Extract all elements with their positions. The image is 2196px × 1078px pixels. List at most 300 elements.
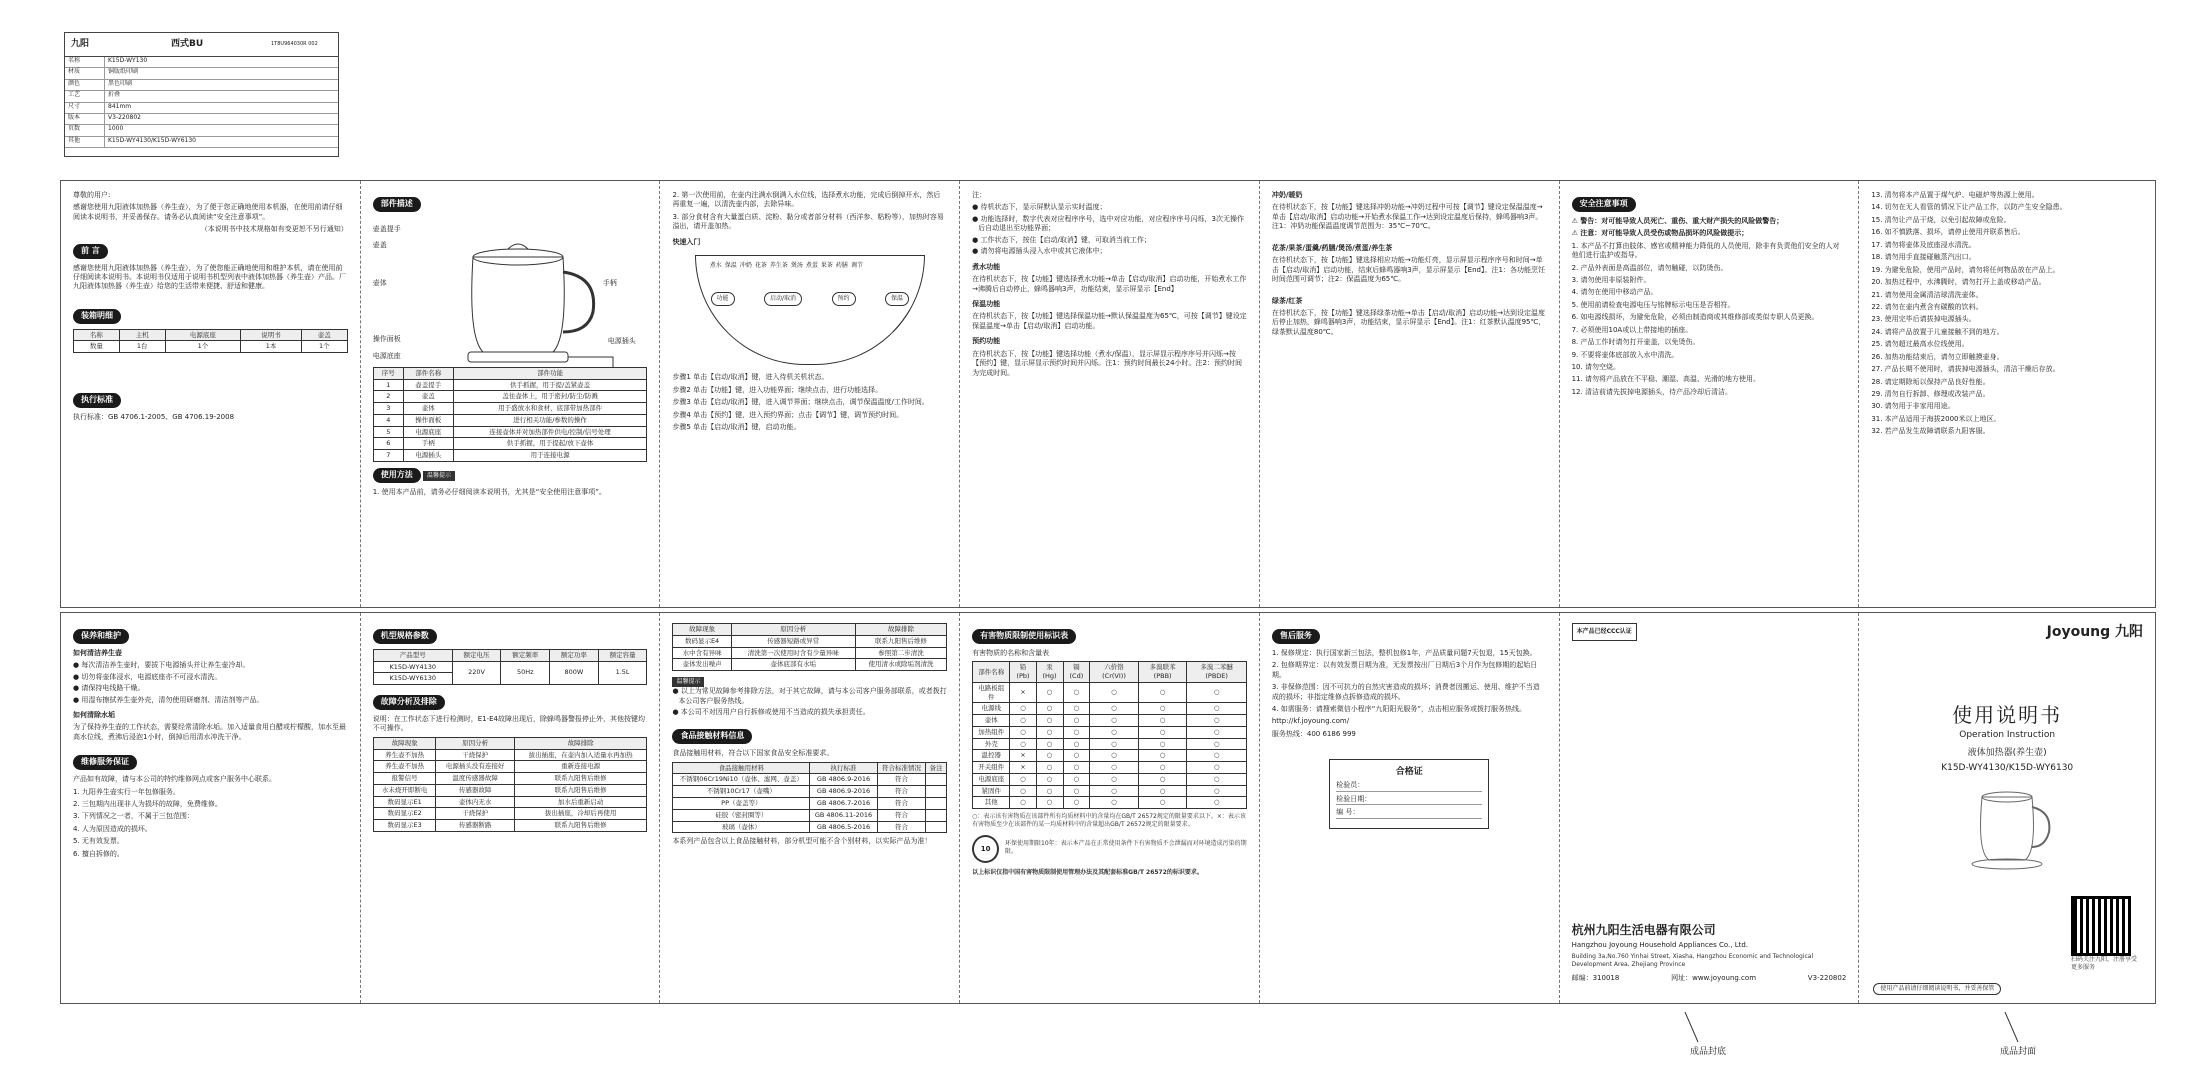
hazard-cell: ○ [1187, 738, 1246, 750]
contact-cell: GB 4806.5-2016 [810, 821, 878, 833]
spec-freq: 50Hz [501, 661, 550, 685]
fault-cell: 电源插头没有连接好 [436, 761, 514, 773]
hazard-cell: ○ [1090, 797, 1139, 809]
parts-cell: 盖住壶体上，用于密封/防尘/防溅 [453, 391, 647, 403]
company-block [1572, 922, 1847, 983]
service-item: 1. 保修规定：执行国家新三包法，整机包修1年，产品质量问题7天包退，15天包换。 [1271, 648, 1537, 657]
parts-cell: 2 [373, 391, 403, 403]
zip: 邮编：310018 [1571, 973, 1620, 982]
hazard-footer: 以上标识仅指中国有害物质限制使用管理办法及其配套标准GB/T 26572的标识要求。 [972, 869, 1203, 877]
control-panel [695, 255, 925, 365]
parts-cell: 4 [373, 414, 403, 426]
function-note: ● 功能选择时，数字代表对应程序序号，选中对应功能，对应程序序号闪烁，3次无操作后自动退出至功能界面； [972, 214, 1244, 233]
maintenance-title: 保养和维护 [73, 629, 129, 644]
hazard-cell: ○ [1063, 682, 1090, 703]
contact-cell [926, 774, 947, 786]
safety-item: 29. 清勿自行拆卸、修理或改装产品。 [1871, 390, 1990, 398]
step-text: 步骤1 单击【启动/取消】键，进入待机关机状态。 [672, 373, 829, 382]
fault-cell: 水未烧开即断电 [373, 784, 436, 796]
recycle-text: 环保使用期限10年：表示本产品在正常使用条件下有害物质不会泄漏而对环境造成污染的期限。 [1005, 839, 1247, 855]
m2-text: 在待机状态下，按【功能】键选择相应功能→功能灯亮，显示屏显示程序序号和时间→单击【启动/取消】启动功能，结束后蜂鸣器响3声，显示屏显示【End】。注1：各功能烹饪时间范围可调节；注2：保温温度为65℃。 [1271, 256, 1545, 284]
step3-text: 3. 部分食材含有大量蛋白质、淀粉、黏分或者部分材料（西洋参、粘粉等），加热时容易溢出，请开盖加热。 [672, 212, 944, 231]
hazard-cell: ○ [1063, 750, 1090, 762]
food-tips [672, 687, 947, 717]
fault2-row [673, 659, 947, 671]
food-tip-title: 温馨提示 [672, 677, 704, 687]
contact-row [673, 798, 947, 810]
hazard-cell: ○ [1138, 703, 1187, 715]
fault2-cell: 水中含有异味 [673, 647, 731, 659]
hazard-cell: ○ [1138, 797, 1187, 809]
parts-row [373, 426, 647, 438]
fault2-header: 故障排除 [855, 624, 946, 636]
fault-row [373, 784, 647, 796]
hazard-cell: ○ [1187, 703, 1246, 715]
step-text: 步骤5 单击【启动/取消】键，启动功能。 [672, 422, 801, 431]
recycle-icon: 10 [972, 835, 999, 863]
spec-header: 产品型号 [373, 649, 452, 661]
s1-items [73, 661, 348, 705]
hazard-note: ○：表示该有害物质在该部件所有均质材料中的含量均在GB/T 26572规定的限量要求以下。×：表示该有害物质至少在该部件的某一均质材料中的含量超出GB/T 26572规定的限量要求。 [972, 813, 1246, 829]
contact-cell [926, 786, 947, 798]
contact-cell: GB 4806.9-2016 [810, 786, 878, 798]
food-tip: ● 本公司不对因用户自行拆修或使用不当造成的损失承担责任。 [672, 708, 870, 717]
fault-cell: 联系九阳售后维修 [514, 820, 647, 832]
hazard-title: 有害物质限制使用标识表 [972, 629, 1076, 644]
parts-header: 序号 [373, 367, 403, 379]
parts-row [373, 391, 647, 403]
hazard-cell: 其他 [973, 797, 1010, 809]
label-row [65, 68, 338, 79]
company-en: Hangzhou Joyoung Household Appliances Co., Ltd. [1571, 940, 1749, 949]
contact-header: 备注 [926, 762, 947, 774]
hazard-cell: 开关组件 [973, 762, 1010, 774]
service-item: 2. 包修期界定：以有效发票日期为准，无发票按出厂日期后3个月作为包修期的起始日期。 [1271, 661, 1538, 679]
panel-mode-label: 养生茶 [769, 262, 788, 270]
spec-header: 额定容量 [598, 649, 647, 661]
spec-header: 额定电压 [452, 649, 501, 661]
hazard-cell: ○ [1090, 738, 1139, 750]
fault2-cell: 联系九阳售后维修 [855, 635, 946, 647]
contact-header: 符合标准情况 [877, 762, 925, 774]
contact-header: 执行标准 [810, 762, 878, 774]
label-row [65, 137, 338, 148]
qr-block [2071, 896, 2141, 975]
hazard-cell: ○ [1036, 726, 1063, 738]
packing-header: 主机 [119, 329, 165, 341]
safety-item: 13. 清勿将本产品置于煤气炉、电磁炉等热源上使用。 [1871, 191, 2039, 199]
web: 网址：www.joyoung.com [1671, 973, 1757, 982]
fault2-cell: 壶体底部有水垢 [731, 659, 855, 671]
step-text: 步骤3 单击【启动/取消】键，进入调节界面；继续点击，调节保温温度/工作时间。 [672, 398, 929, 407]
packing-cell: 1台 [119, 341, 165, 353]
hazard-cell: × [1010, 762, 1036, 774]
parts-cell: 供手抓握，用于提起/放下壶体 [453, 438, 647, 450]
parts-title: 部件描述 [373, 197, 421, 212]
hazard-cell: ○ [1090, 703, 1139, 715]
hazard-cell: ○ [1090, 750, 1139, 762]
safety-item: 27. 产品长期不使用时，请拔掉电源插头，清洁干燥后存放。 [1871, 365, 2060, 374]
spec-header: 额定功率 [550, 649, 599, 661]
safety-items [1572, 242, 1847, 398]
safety-item: 4. 请勿在使用中移动产品。 [1571, 288, 1658, 297]
panel-safety [1560, 181, 1860, 607]
panel-buttons [696, 292, 924, 306]
hazard-cell: 壶体 [973, 715, 1010, 727]
s2-title: 如何清除水垢 [73, 710, 115, 719]
service-title: 售后服务 [1272, 629, 1320, 644]
parts-cell: 1 [373, 379, 403, 391]
maintenance-item: ● 切勿将壶体浸水，电源底座亦不可浸水清洗。 [73, 672, 222, 681]
panel-hazard [960, 613, 1260, 1003]
hazard-row [973, 715, 1247, 727]
hazard-header: 铅(Pb) [1010, 662, 1036, 683]
hazard-cell: 电源底座 [973, 773, 1010, 785]
hazard-cell: 温控器 [973, 750, 1010, 762]
sheet-bottom [60, 612, 2156, 1004]
safety-item: 10. 请勿空烧。 [1571, 363, 1620, 372]
part-label: 手柄 [602, 278, 617, 287]
packing-header: 说明书 [241, 329, 302, 341]
fault-cell: 联系九阳售后维修 [514, 773, 647, 785]
hazard-cell: 电路板组件 [973, 682, 1010, 703]
safety-item: 26. 加热功能结束后，请勿立即触摸壶身。 [1871, 352, 2004, 361]
hazard-cell: ○ [1010, 703, 1036, 715]
hazard-row [973, 703, 1247, 715]
contact-table [672, 762, 947, 834]
safety-item: 21. 请勿使用金属清洁球清洗壶体。 [1871, 290, 1983, 299]
warranty-item: 1. 九阳养生壶实行一年包修服务。 [73, 787, 180, 796]
label-key: 名称 [65, 57, 105, 67]
contact-title: 食品接触材料信息 [672, 729, 752, 744]
contact-cell: 符合 [877, 774, 925, 786]
spec-header: 额定频率 [501, 649, 550, 661]
fault-row [373, 749, 647, 761]
safety-item: 28. 请定期除垢以保持产品良好性能。 [1871, 377, 1990, 386]
fault-cell: 养生壶不加热 [373, 761, 436, 773]
packing-table [73, 329, 348, 354]
s1-title: 如何清洁养生壶 [73, 648, 122, 657]
company-footer [1572, 974, 1847, 983]
spec-model-1: K15D-WY4130 [373, 661, 452, 673]
safety-item: 18. 请勿用手直接碰触蒸汽出口。 [1871, 253, 1976, 262]
parts-cell: 7 [373, 450, 403, 462]
service-website[interactable]: http://kf.joyoung.com/ [1271, 717, 1350, 726]
contact-intro: 食品接触用材料，符合以下国家食品安全标准要求。 [672, 749, 834, 758]
tip-text: 1. 使用本产品前，请务必仔细阅读本说明书，尤其是“安全使用注意事项”。 [372, 487, 606, 496]
hazard-subtitle: 有害物质的名称和含量表 [972, 648, 1050, 657]
cert-row: 检验员： [1336, 781, 1482, 791]
hazard-header: 多溴联苯(PBB) [1138, 662, 1187, 683]
hazard-cell: ○ [1138, 682, 1187, 703]
panel-button[interactable]: 启动/取消 [764, 292, 802, 306]
fault-cell: 传感器断路 [436, 820, 514, 832]
service-hotline: 服务热线：400 6186 999 [1271, 729, 1356, 738]
standard-title: 执行标准 [73, 393, 121, 408]
company-cn: 杭州九阳生活电器有限公司 [1571, 922, 1716, 937]
part-label: 电源底座 [372, 351, 401, 360]
fault-cell: 传感器故障 [436, 784, 514, 796]
panel-button[interactable]: 预约 [832, 292, 856, 306]
fault-title: 故障分析及排除 [373, 695, 445, 710]
hazard-cell: ○ [1138, 785, 1187, 797]
parts-cell: 壶盖提手 [403, 379, 453, 391]
panel-button[interactable]: 保温 [885, 292, 909, 306]
contact-header: 食品接触用材料 [673, 762, 810, 774]
version: V3-220802 [1807, 973, 1847, 982]
hazard-cell: ○ [1063, 762, 1090, 774]
packing-cell: 1本 [241, 341, 302, 353]
safety-item: 15. 清勿让产品干烧，以免引起故障或危险。 [1871, 215, 2011, 224]
contact-row [673, 821, 947, 833]
hazard-cell: ○ [1010, 797, 1036, 809]
safety-item: 1. 本产品不打算由肢体、感官或精神能力降低的人员使用，除非有负责他们安全的人对他们进行监护或指导。 [1571, 241, 1840, 260]
fault-row [373, 820, 647, 832]
warranty-item: 产品如有故障，请与本公司的特约维修网点或客户服务中心联系。 [73, 775, 276, 784]
hazard-cell: ○ [1138, 750, 1187, 762]
fault-header: 故障排除 [514, 737, 647, 749]
m3-title: 绿茶/红茶 [1271, 296, 1303, 305]
contact-cell [926, 821, 947, 833]
sheet-top [60, 180, 2156, 608]
parts-cell: 壶盖 [403, 391, 453, 403]
label-key: 颜色 [65, 80, 105, 90]
greeting: 尊敬的用户: [73, 191, 111, 199]
hazard-cell: ○ [1063, 715, 1090, 727]
fault2-cell: 参照第二步清洗 [855, 647, 946, 659]
parts-cell: 5 [373, 426, 403, 438]
fault-cell: 数码显示E2 [373, 808, 436, 820]
parts-cell: 用于盛放水和食材，底部带加热部件 [453, 403, 647, 415]
parts-header: 部件名称 [403, 367, 453, 379]
fault-header: 故障现象 [373, 737, 436, 749]
hazard-row [973, 762, 1247, 774]
fault-cell: 联系九阳售后维修 [514, 784, 647, 796]
cert-row: 编 号： [1336, 808, 1482, 818]
part-label: 壶盖提手 [372, 224, 401, 233]
hazard-cell: ○ [1090, 785, 1139, 797]
warranty-item: 4. 人为原因造成的损坏。 [73, 824, 152, 833]
fault-table [373, 737, 648, 832]
panel-specs [361, 613, 661, 1003]
label-key: 版本 [65, 114, 105, 124]
hazard-header: 部件名称 [973, 662, 1010, 683]
parts-header: 部件功能 [453, 367, 647, 379]
warranty-item: 5. 无有效发票。 [73, 837, 124, 846]
contact-row [673, 809, 947, 821]
recycle-row [972, 835, 1247, 863]
contact-cell: GB 4806.7-2016 [810, 798, 878, 810]
safety-item: 7. 必须使用10A或以上带接地的插座。 [1571, 325, 1693, 334]
fault-cell: 数码显示E3 [373, 820, 436, 832]
label-value: 841mm [108, 102, 132, 110]
contact-cell: 符合 [877, 798, 925, 810]
hazard-cell: ○ [1090, 715, 1139, 727]
function-note: ● 待机状态下，显示屏默认显示实时温度； [972, 203, 1107, 212]
hazard-cell: ○ [1063, 773, 1090, 785]
hazard-row [973, 797, 1247, 809]
m1-title: 冲奶/暖奶 [1271, 191, 1303, 199]
cert-row: 检验日期： [1336, 795, 1482, 805]
label-key: 材质 [65, 68, 105, 78]
panel-button[interactable]: 功能 [711, 292, 735, 306]
hazard-cell: ○ [1063, 703, 1090, 715]
fault-cell: 壶体内无水 [436, 796, 514, 808]
spec-voltage: 220V [452, 661, 501, 685]
hazard-row [973, 682, 1247, 703]
safety-item: 2. 产品外表面是高温部位，请勿触碰，以防烫伤。 [1571, 263, 1728, 272]
f2-title: 保温功能 [972, 299, 1001, 308]
contact-cell: GB 4806.9-2016 [810, 774, 878, 786]
parts-cell: 操作面板 [403, 414, 453, 426]
safety-item: 8. 产品工作时请勿打开壶盖，以免烫伤。 [1571, 338, 1700, 347]
hazard-cell: ○ [1187, 762, 1246, 774]
safety-item: 5. 使用前请检查电源电压与铭牌标示电压是否相符。 [1571, 300, 1735, 309]
parts-row [373, 450, 647, 462]
packing-cell: 1个 [165, 341, 241, 353]
hazard-cell: ○ [1036, 762, 1063, 774]
hazard-cell: ○ [1036, 738, 1063, 750]
safety-warning: ⚠ 警告：对可能导致人员死亡、重伤、重大财产损失的风险做警告； [1571, 216, 1784, 225]
fault2-cell: 使用清水或除垢剂清洗 [855, 659, 946, 671]
hazard-cell: × [1010, 750, 1036, 762]
contact-note: 本系列产品包含以上食品接触材料，部分机型可能不含个别材料，以实际产品为准！ [672, 837, 932, 846]
parts-row [373, 414, 647, 426]
hazard-row [973, 785, 1247, 797]
packing-title: 装箱明细 [73, 309, 121, 324]
label-value: 1000 [108, 125, 124, 133]
part-label: 操作面板 [372, 334, 401, 343]
hazard-cell: ○ [1036, 750, 1063, 762]
company-address: Building 3a,No.760 Yinhai Street, Xiasha, Hangzhou Economic and Technological Development Area, Zhejiang Province [1571, 953, 1814, 969]
safety-item: 32. 若产品发生故障请联系九阳客服。 [1871, 427, 1990, 436]
hazard-cell: ○ [1187, 715, 1246, 727]
service-item: 3. 非保修范围：因不可抗力的自然灾害造成的损坏；消费者因搬运、使用、维护不当造成的损坏；非指定维修点拆修造成的损坏。 [1271, 683, 1540, 701]
hazard-header: 六价铬(Cr(VI)) [1090, 662, 1139, 683]
hazard-cell: ○ [1090, 682, 1139, 703]
packing-header: 电源底座 [165, 329, 241, 341]
label-key: 工艺 [65, 91, 105, 101]
step-text: 步骤2 单击【功能】键，进入功能界面；继续点击，进行功能选择。 [672, 385, 883, 394]
parts-cell: 壶体 [403, 403, 453, 415]
warranty-item: 2. 三包期内出现非人为损坏的故障，免费维修。 [73, 799, 222, 808]
hazard-row [973, 750, 1247, 762]
label-value: K15D-WY130 [108, 57, 148, 64]
label-row [65, 91, 338, 102]
hazard-row [973, 773, 1247, 785]
intro-note: （本说明书中技术规格如有变更恕不另行通知） [200, 225, 348, 234]
food-tip: ● 以上为常见故障参考排除方法，对于其它故障，请与本公司客户服务部联系，或者拨打本公司客户服务热线。 [672, 687, 947, 705]
hazard-cell: ○ [1010, 773, 1036, 785]
callout-front-label: 成品封面 [2000, 1047, 2037, 1057]
parts-cell: 手柄 [403, 438, 453, 450]
foreword-title: 前 言 [73, 244, 108, 259]
hazard-cell: ○ [1010, 726, 1036, 738]
fault-cell: 加水后重新启动 [514, 796, 647, 808]
fault2-cell: 传感器短路或异常 [731, 635, 855, 647]
safety-warnings [1572, 217, 1847, 239]
qr-note: 扫码关注九阳，注册享受更多服务 [2071, 955, 2138, 971]
contact-cell: 硅胶（密封圈等） [673, 809, 810, 821]
hazard-cell: ○ [1187, 750, 1246, 762]
maintenance-item: ● 请保持电线路干燥。 [73, 684, 145, 693]
parts-row [373, 379, 647, 391]
fault-cell: 干烧保护 [436, 808, 514, 820]
safety-item: 23. 使用完毕后请拔掉电源插头。 [1871, 315, 1976, 324]
packing-cell: 数量 [74, 341, 120, 353]
label-row [65, 114, 338, 125]
hazard-cell: ○ [1138, 773, 1187, 785]
s2-text: 为了保持养生壶的工作状态，需要经常清除水垢。加入适量食用白醋或柠檬酸，加水至最高水位线，煮沸后浸泡1小时，倒掉后用清水冲洗干净。 [73, 723, 346, 741]
parts-cell: 供手抓握，用于提/盖紧壶盖 [453, 379, 647, 391]
hazard-header: 汞(Hg) [1036, 662, 1063, 683]
fault-row [373, 761, 647, 773]
parts-cell: 用于连接电源 [453, 450, 647, 462]
hazard-cell: ○ [1010, 785, 1036, 797]
fault-header: 原因分析 [436, 737, 514, 749]
panel-modes [1260, 181, 1560, 607]
label-value: V3-220802 [108, 113, 141, 121]
contact-cell: GB 4806.11-2016 [810, 809, 878, 821]
hazard-cell: ○ [1036, 715, 1063, 727]
panel-mode-label: 煮蛋 [805, 262, 818, 270]
fault2-row [673, 647, 947, 659]
panel-mode-label: 煲汤 [790, 262, 803, 270]
safety-item: 19. 为避免危险，使用产品时，请勿将任何物品放在产品上。 [1871, 265, 2060, 274]
f1-text: 在待机状态下，按【功能】键选择煮水功能→单击【启动/取消】启动功能，开始煮水工作→沸腾后自动停止，蜂鸣器响3声，功能结束，显示屏显示【End】 [972, 275, 1247, 293]
qr-code[interactable] [2071, 896, 2131, 956]
fault-note: 说明：在工作状态下进行检测时，E1-E4故障出现后，除蜂鸣器警报停止外，其他按键均不可操作。 [372, 714, 645, 733]
panel-mode-label: 花茶 [754, 262, 767, 270]
fault2-cell: 数码显示E4 [673, 635, 731, 647]
panel-mode-label: 冲奶 [739, 262, 752, 270]
hazard-cell: ○ [1138, 715, 1187, 727]
contact-cell: PP（壶盖等） [673, 798, 810, 810]
safety-item: 11. 请勿将产品放在不平稳、潮湿、高温、光滑的地方使用。 [1571, 375, 1760, 384]
use-title: 使用方法 [373, 468, 421, 483]
cover-models: K15D-WY4130/K15D-WY6130 [1941, 763, 2074, 774]
fault-row [373, 796, 647, 808]
fault-cell: 拔出插座，冷却后再使用 [514, 808, 647, 820]
service-item: 4. 如需服务：请搜索微信小程序“九阳阳光服务”，点击相应服务或拨打服务热线。 [1271, 704, 1527, 713]
hazard-cell: ○ [1090, 726, 1139, 738]
cover-title: 使用说明书 [1952, 702, 2063, 727]
specs-title: 机型规格参数 [373, 629, 437, 644]
label-header: 九阳 西式BU 1T8U964030R 002 [65, 33, 338, 57]
hazard-cell: 紧固件 [973, 785, 1010, 797]
fault-cell: 报警信号 [373, 773, 436, 785]
hazard-cell: ○ [1138, 726, 1187, 738]
spec-capacity: 1.5L [598, 661, 647, 685]
safety-item: 25. 请勿超过最高水位线使用。 [1871, 340, 1969, 349]
hazard-cell: 外壳 [973, 738, 1010, 750]
function-note: ● 工作状态下，按住【启动/取消】键，可取消当前工作； [972, 235, 1151, 244]
hazard-cell: ○ [1187, 797, 1246, 809]
hazard-cell: ○ [1036, 703, 1063, 715]
panel-mode-label: 保温 [724, 262, 737, 270]
hazard-row [973, 726, 1247, 738]
contact-cell [926, 798, 947, 810]
kettle-illustration [373, 217, 643, 367]
fault2-table [672, 623, 947, 671]
parts-cell: 连接壶体并对加热部件供电/控制/信号处理 [453, 426, 647, 438]
safety-item: 16. 如不慎跌落、损坏，请停止使用并联系售后。 [1871, 228, 2025, 237]
panel-mode-label: 调节 [850, 262, 863, 270]
quickstart-title: 快速入门 [672, 237, 701, 246]
label-key: 尺寸 [65, 103, 105, 113]
hazard-cell: ○ [1138, 738, 1187, 750]
panel-back-cover [1560, 613, 1860, 1003]
